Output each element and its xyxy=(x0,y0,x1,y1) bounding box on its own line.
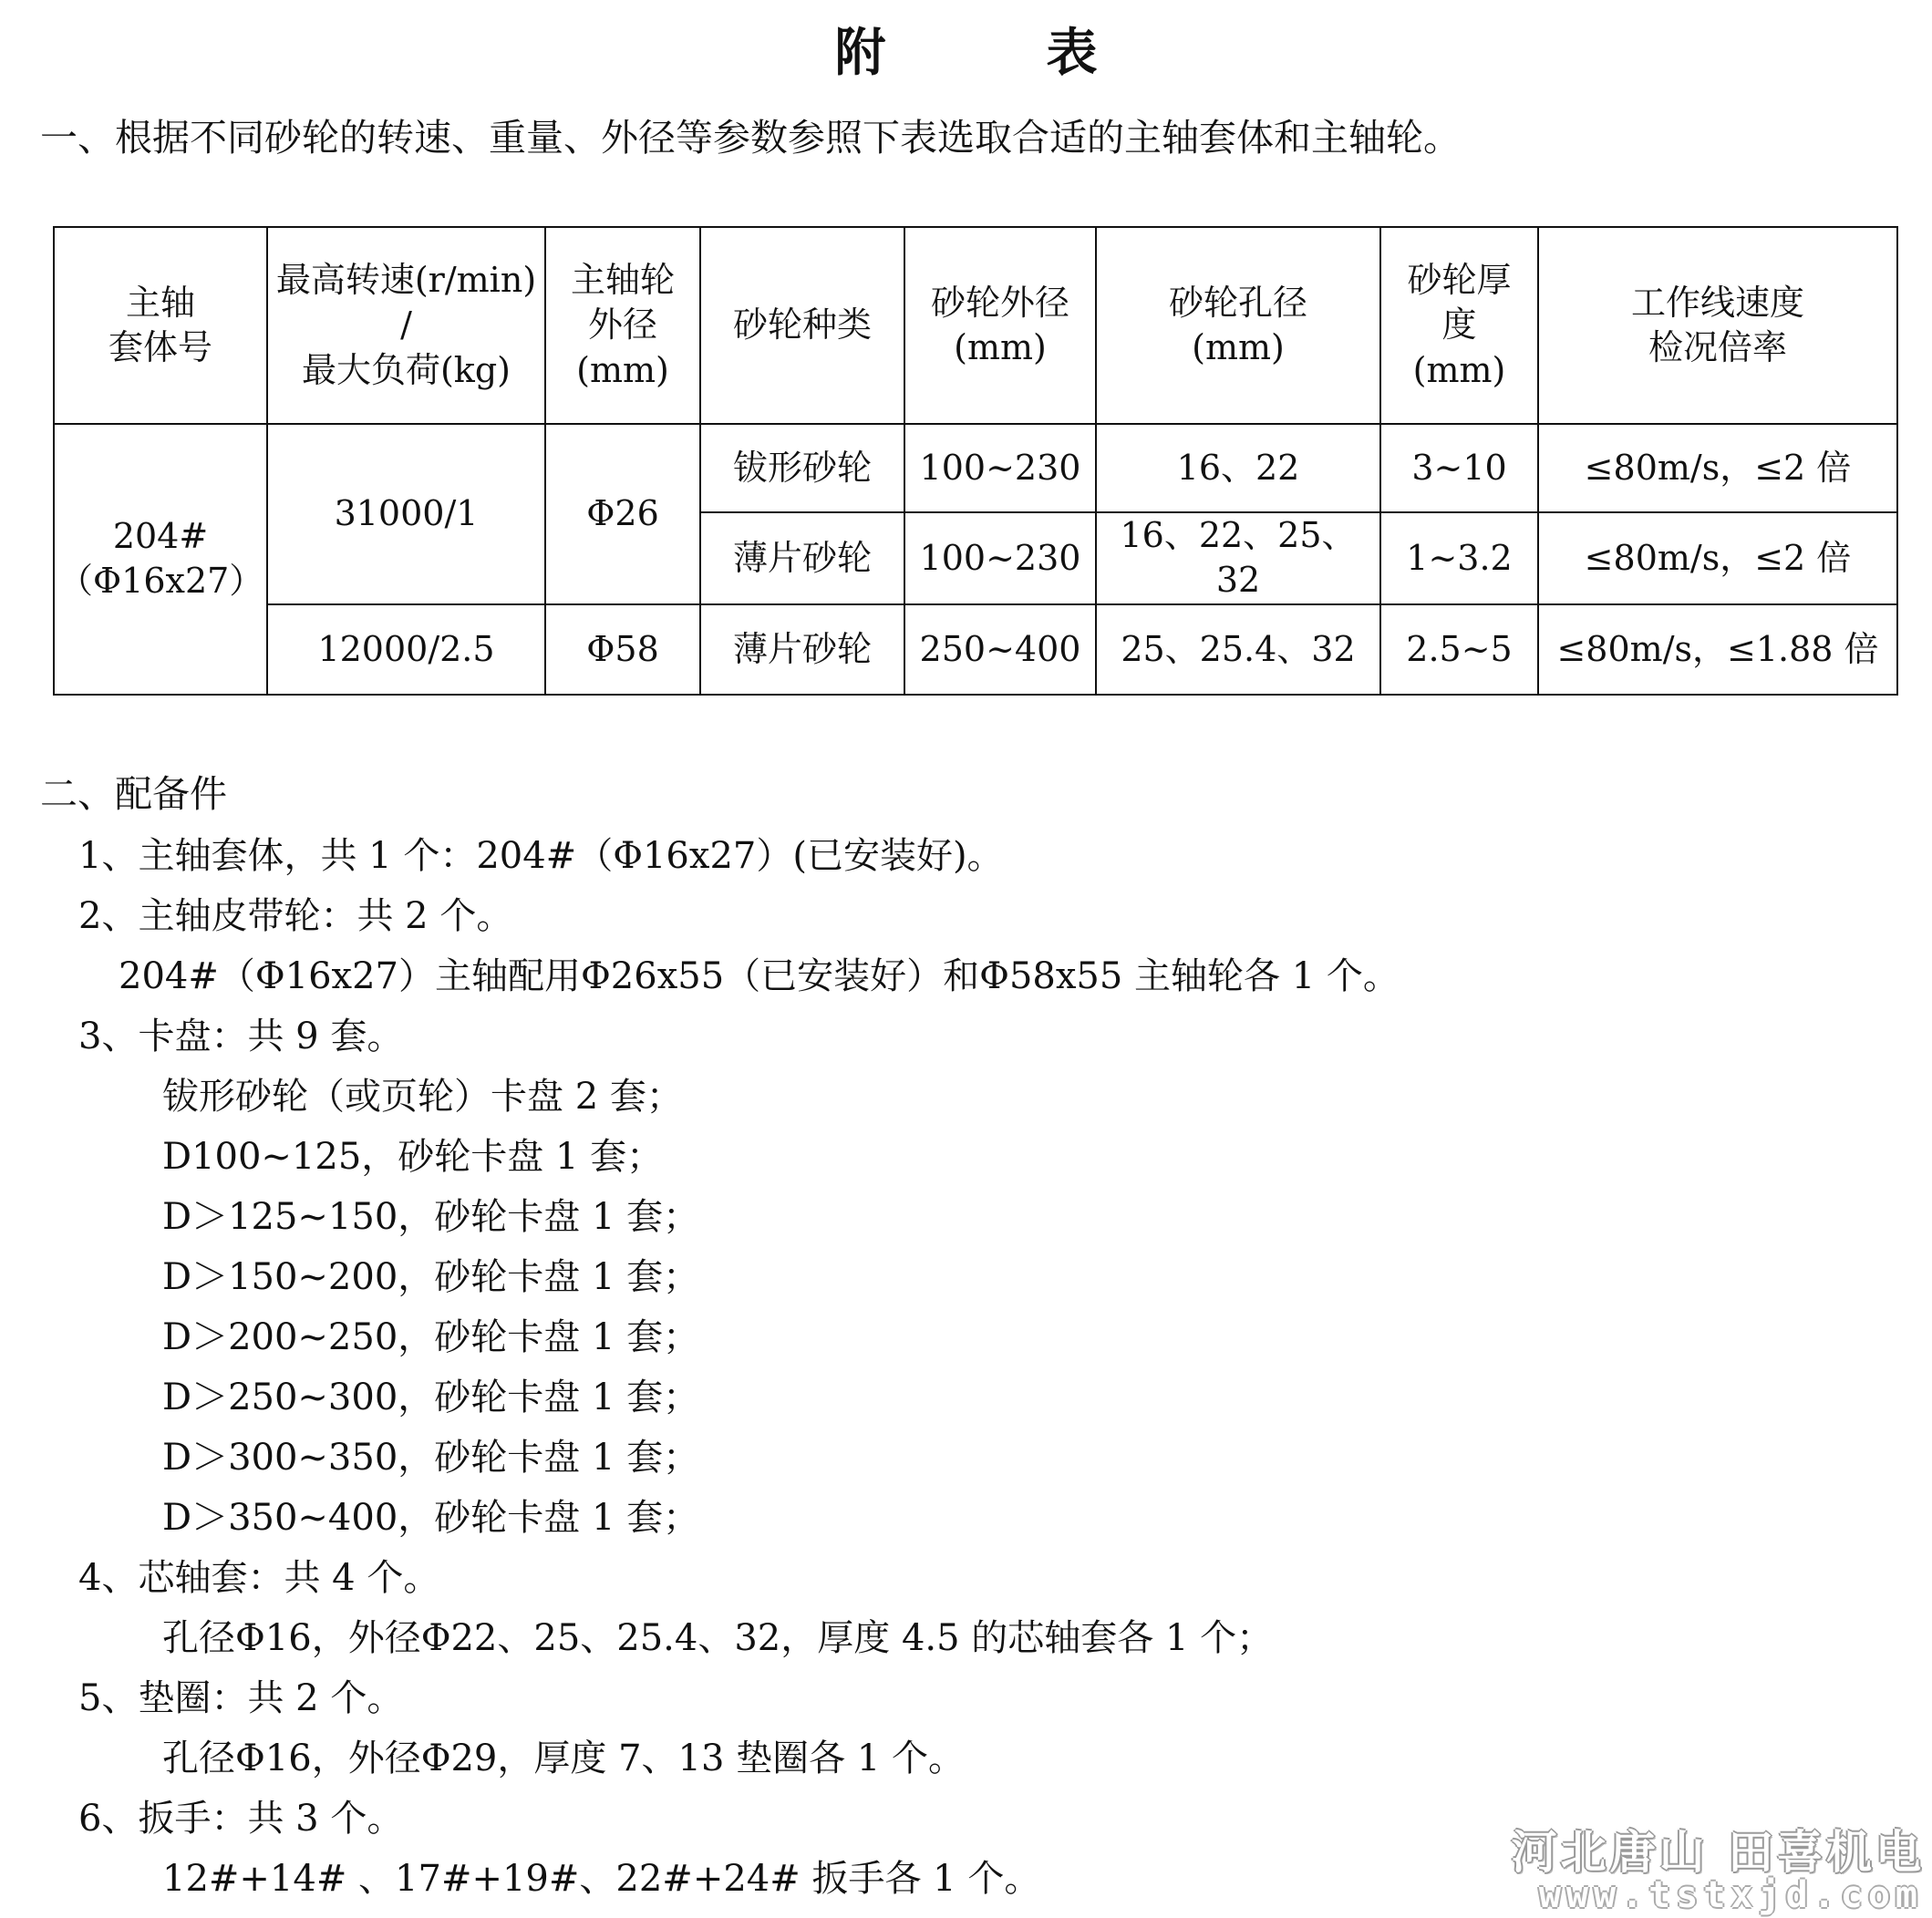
outer-cell: 100~230 xyxy=(904,424,1096,512)
list-item: D＞250~300，砂轮卡盘 1 套； xyxy=(162,1377,700,1418)
header-spindle: 主轴 套体号 xyxy=(54,227,267,424)
table-header-row xyxy=(54,227,1897,424)
type-cell: 薄片砂轮 xyxy=(700,512,904,604)
intro-paragraph: 一、根据不同砂轮的转速、重量、外径等参数参照下表选取合适的主轴套体和主轴轮。 xyxy=(40,116,1461,160)
list-item: 4、芯轴套：共 4 个。 xyxy=(78,1557,440,1599)
list-item: 2、主轴皮带轮：共 2 个。 xyxy=(78,895,513,937)
list-item: D＞200~250，砂轮卡盘 1 套； xyxy=(162,1316,700,1358)
section-heading: 二、配备件 xyxy=(40,772,227,816)
bore-cell: 25、25.4、32 xyxy=(1096,604,1380,695)
list-item: 5、垫圈：共 2 个。 xyxy=(78,1677,404,1719)
header-bore: 砂轮孔径 (mm) xyxy=(1096,227,1380,424)
bore-cell: 16、22、25、32 xyxy=(1096,512,1380,604)
spindle-cell: 204# （Φ16x27） xyxy=(54,424,267,695)
speed-load-cell: 31000/1 xyxy=(267,424,545,604)
type-cell: 薄片砂轮 xyxy=(700,604,904,695)
header-speed-load: 最高转速(r/min) / 最大负荷(kg) xyxy=(267,227,545,424)
header-thickness: 砂轮厚 度 (mm) xyxy=(1380,227,1538,424)
list-item: 204#（Φ16x27）主轴配用Φ26x55（已安装好）和Φ58x55 主轴轮各 1 个。 xyxy=(119,955,1400,997)
outer-cell: 250~400 xyxy=(904,604,1096,695)
list-item: 孔径Φ16，外径Φ29，厚度 7、13 垫圈各 1 个。 xyxy=(162,1738,966,1779)
list-item: D＞150~200，砂轮卡盘 1 套； xyxy=(162,1256,700,1298)
header-line-speed: 工作线速度 检况倍率 xyxy=(1538,227,1897,424)
watermark-url: www.tstxjd.com xyxy=(1538,1874,1923,1916)
list-item: D＞125~150，砂轮卡盘 1 套； xyxy=(162,1196,700,1238)
type-cell: 钹形砂轮 xyxy=(700,424,904,512)
header-wheel-od: 主轴轮 外径 (mm) xyxy=(545,227,700,424)
list-item: 12#+14# 、17#+19#、22#+24# 扳手各 1 个。 xyxy=(162,1858,1041,1900)
outer-cell: 100~230 xyxy=(904,512,1096,604)
list-item: 钹形砂轮（或页轮）卡盘 2 套； xyxy=(162,1076,683,1118)
speed-cell: ≤80m/s，≤1.88 倍 xyxy=(1538,604,1897,695)
table-row xyxy=(54,424,1897,512)
wheel-od-cell: Φ26 xyxy=(545,424,700,604)
thickness-cell: 3~10 xyxy=(1380,424,1538,512)
table-row xyxy=(54,604,1897,695)
spec-table xyxy=(53,226,1898,696)
speed-load-cell: 12000/2.5 xyxy=(267,604,545,695)
speed-cell: ≤80m/s，≤2 倍 xyxy=(1538,512,1897,604)
list-item: 3、卡盘：共 9 套。 xyxy=(78,1016,404,1057)
list-item: D＞350~400，砂轮卡盘 1 套； xyxy=(162,1497,700,1539)
thickness-cell: 1~3.2 xyxy=(1380,512,1538,604)
thickness-cell: 2.5~5 xyxy=(1380,604,1538,695)
page-title: 附 表 xyxy=(834,23,1152,83)
list-item: 1、主轴套体，共 1 个：204#（Φ16x27）(已安装好)。 xyxy=(78,835,1004,877)
list-item: 6、扳手：共 3 个。 xyxy=(78,1798,404,1840)
bore-cell: 16、22 xyxy=(1096,424,1380,512)
list-item: D100~125，砂轮卡盘 1 套； xyxy=(162,1136,664,1178)
list-item: D＞300~350，砂轮卡盘 1 套； xyxy=(162,1437,700,1479)
speed-cell: ≤80m/s，≤2 倍 xyxy=(1538,424,1897,512)
watermark-text: 河北唐山 田喜机电 xyxy=(1511,1826,1925,1879)
list-item: 孔径Φ16，外径Φ22、25、25.4、32，厚度 4.5 的芯轴套各 1 个； xyxy=(162,1617,1274,1659)
header-outer-diameter: 砂轮外径 (mm) xyxy=(904,227,1096,424)
wheel-od-cell: Φ58 xyxy=(545,604,700,695)
header-wheel-type: 砂轮种类 xyxy=(700,227,904,424)
